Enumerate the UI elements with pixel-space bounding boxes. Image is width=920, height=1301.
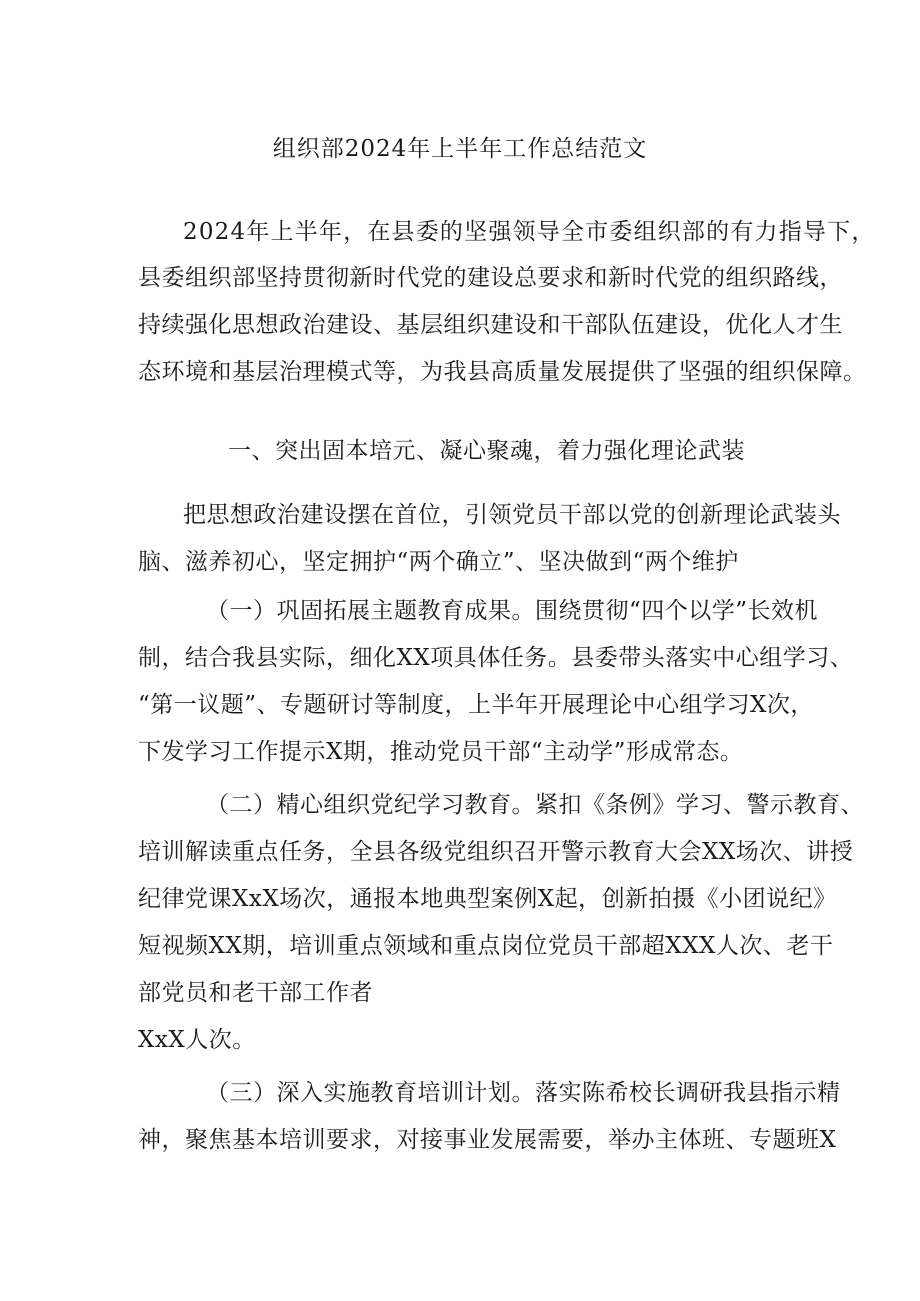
subsection-2-line: （二）精心组织党纪学习教育。紧扣《条例》学习、警示教育、 bbox=[206, 792, 864, 818]
document-title: 组织部2024年上半年工作总结范文 bbox=[272, 136, 648, 162]
subsection-2-line: 短视频XX期，培训重点领域和重点岗位党员干部超XXX人次、老干 bbox=[138, 933, 834, 959]
subsection-1-line: 下发学习工作提示X期，推动党员干部“主动学”形成常态。 bbox=[138, 739, 744, 765]
section-heading-1: 一、突出固本培元、凝心聚魂，着力强化理论武装 bbox=[228, 438, 745, 464]
section1-intro-line: 脑、滋养初心，坚定拥护“两个确立”、坚决做到“两个维护 bbox=[138, 549, 739, 575]
subsection-2-line: 培训解读重点任务，全县各级党组织召开警示教育大会XX场次、讲授 bbox=[138, 839, 854, 865]
subsection-1-line: 制，结合我县实际，细化XX项具体任务。县委带头落实中心组学习、 bbox=[138, 645, 854, 671]
intro-paragraph-line: 县委组织部坚持贯彻新时代党的建设总要求和新时代党的组织路线， bbox=[138, 265, 843, 291]
intro-paragraph-line: 2024年上半年，在县委的坚强领导全市委组织部的有力指导下， bbox=[183, 219, 876, 245]
subsection-2-line: 纪律党课XxX场次，通报本地典型案例X起，创新拍摄《小团说纪》 bbox=[138, 886, 837, 912]
subsection-1-line: “第一议题”、专题研讨等制度，上半年开展理论中心组学习X次， bbox=[138, 692, 814, 718]
intro-paragraph-line: 态环境和基层治理模式等，为我县高质量发展提供了坚强的组织保障。 bbox=[138, 359, 867, 385]
subsection-1-line: （一）巩固拓展主题教育成果。围绕贯彻“四个以学”长效机 bbox=[206, 598, 819, 624]
section1-intro-line: 把思想政治建设摆在首位，引领党员干部以党的创新理论武装头 bbox=[183, 502, 841, 528]
subsection-3-line: （三）深入实施教育培训计划。落实陈希校长调研我县指示精 bbox=[206, 1080, 841, 1106]
subsection-2-line: XxX人次。 bbox=[138, 1027, 256, 1053]
intro-paragraph-line: 持续强化思想政治建设、基层组织建设和干部队伍建设，优化人才生 bbox=[138, 312, 843, 338]
subsection-2-line: 部党员和老干部工作者 bbox=[138, 980, 373, 1006]
subsection-3-line: 神，聚焦基本培训要求，对接事业发展需要，举办主体班、专题班X bbox=[138, 1127, 837, 1153]
